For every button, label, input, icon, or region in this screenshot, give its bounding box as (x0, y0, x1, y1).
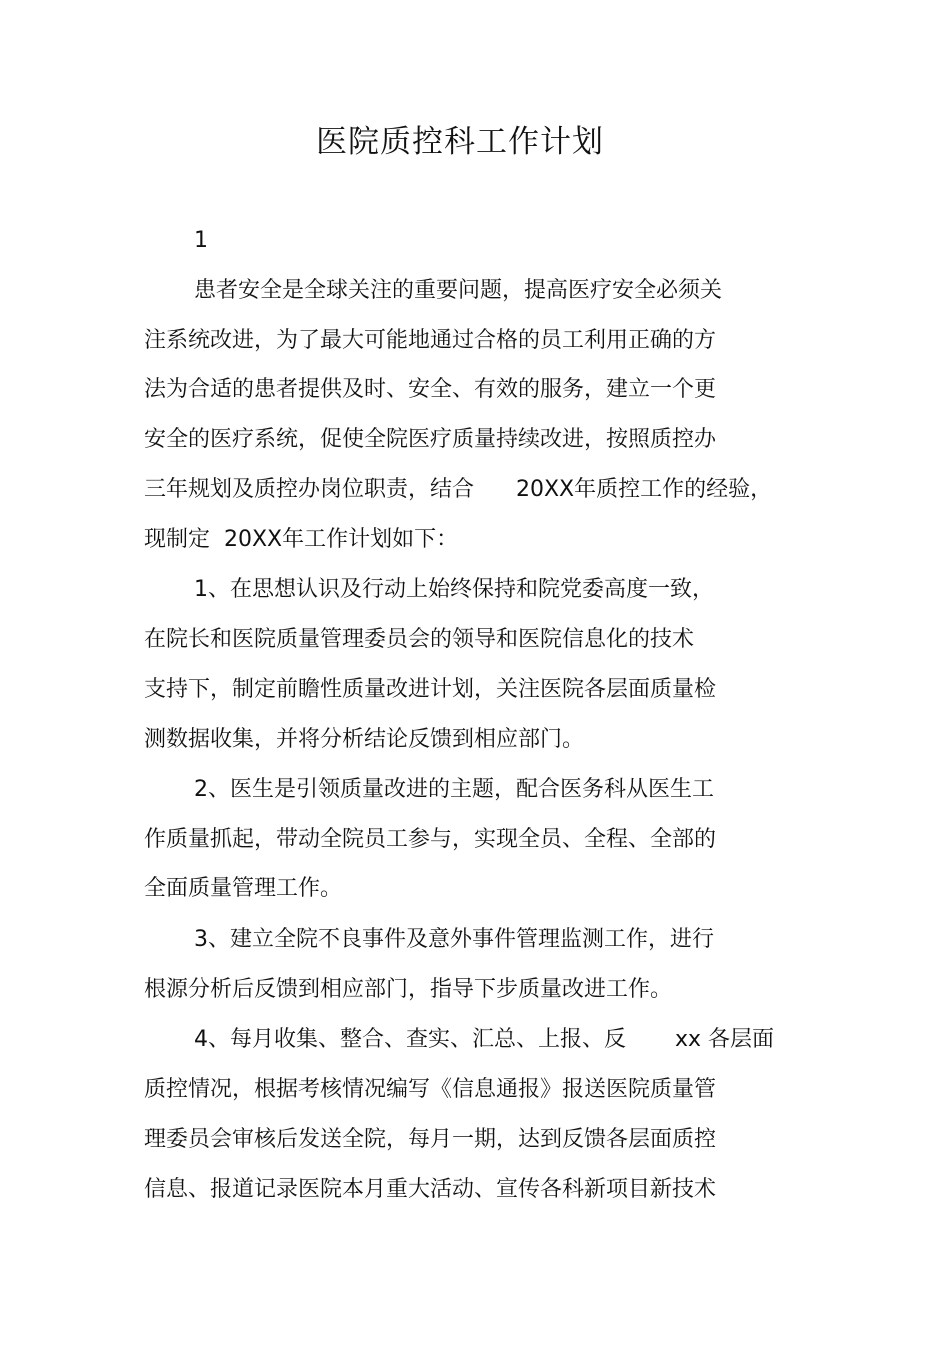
text-line: 作质量抓起，带动全院员工参与，实现全员、全程、全部的 (144, 827, 717, 852)
text-line: 质控情况，根据考核情况编写《信息通报》报送医院质量管 (144, 1077, 717, 1102)
text-line: 患者安全是全球关注的重要问题，提高医疗安全必须关 (194, 278, 723, 303)
text-line: 支持下，制定前瞻性质量改进计划，关注医院各层面质量检 (144, 677, 717, 702)
text-line: 在院长和医院质量管理委员会的领导和医院信息化的技术 (144, 627, 695, 652)
text-line: 安全的医疗系统，促使全院医疗质量持续改进，按照质控办 (144, 427, 717, 452)
text-line: 三年规划及质控办岗位职责，结合 20XX年质控工作的经验， (144, 477, 773, 502)
text-line: 现制定 20XX年工作计划如下： (144, 527, 459, 552)
text-line: 测数据收集，并将分析结论反馈到相应部门。 (144, 727, 585, 752)
text-line: 全面质量管理工作。 (144, 876, 343, 901)
text-line: 3、建立全院不良事件及意外事件管理监测工作，进行 (194, 927, 714, 952)
text-line: 4、每月收集、整合、查实、汇总、上报、反 xx 各层面 (194, 1027, 774, 1052)
text-line: 2、医生是引领质量改进的主题，配合医务科从医生工 (194, 777, 714, 802)
section-number: 1 (194, 228, 208, 253)
text-line: 信息、报道记录医院本月重大活动、宣传各科新项目新技术 (144, 1177, 717, 1202)
text-line: 注系统改进，为了最大可能地通过合格的员工利用正确的方 (144, 328, 717, 353)
document-title: 医院质控科工作计划 (316, 124, 604, 160)
text-line: 1、在思想认识及行动上始终保持和院党委高度一致， (194, 577, 714, 602)
text-line: 根源分析后反馈到相应部门，指导下步质量改进工作。 (144, 977, 673, 1002)
text-line: 理委员会审核后发送全院，每月一期，达到反馈各层面质控 (144, 1127, 717, 1152)
text-line: 法为合适的患者提供及时、安全、有效的服务，建立一个更 (144, 377, 717, 402)
